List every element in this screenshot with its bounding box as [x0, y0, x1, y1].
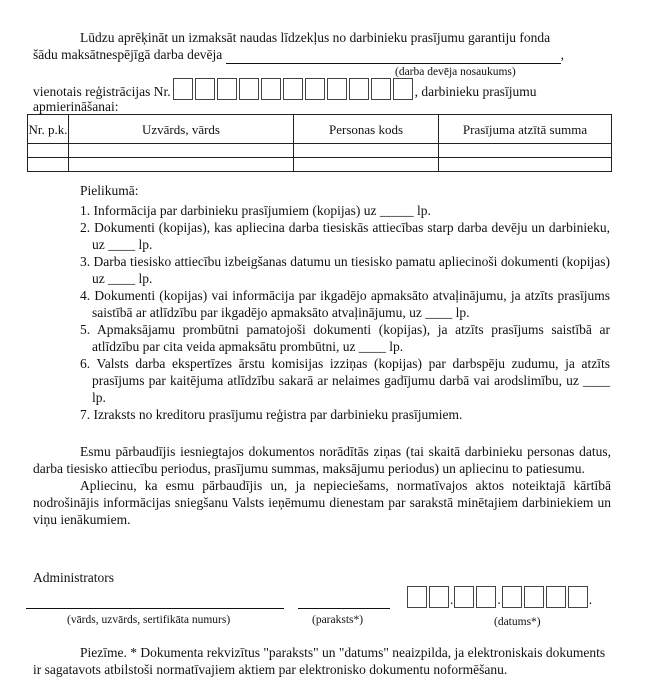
- attachment-text: 6. Valsts darba ekspertīzes ārstu komisijas izziņas (kopijas) par darbspēju zudumu, ja atzīts prasījums par kaitējuma atlīdzību sakarā ar nelaimes gadījumu darbā vai arodslimību, uz ____ lp.: [80, 356, 610, 405]
- date-digit-box[interactable]: [476, 586, 496, 608]
- table-cell[interactable]: [28, 158, 69, 172]
- date-digit-box[interactable]: [568, 586, 588, 608]
- intro-line-4: apmierināšanai:: [33, 99, 119, 114]
- table-row: [28, 158, 612, 172]
- employee-table: [27, 114, 612, 172]
- registration-number-boxes[interactable]: [173, 78, 415, 100]
- attachment-text: 3. Darba tiesisko attiecību izbeigšanas datumu un tiesisko pamatu apliecinoši dokumenti (kopijas) uz ____ lp.: [80, 254, 610, 286]
- table-cell[interactable]: [28, 144, 69, 158]
- attachment-text: 4. Dokumenti (kopijas) vai informācija par ikgadējo apmaksāto atvaļinājumu, ja atzīts prasījums saistībā ar atlīdzību par ikgadējo apmaksāto atvaļinājumu, uz ____ lp.: [80, 288, 610, 320]
- header-name: Uzvārds, vārds: [69, 115, 294, 144]
- registration-label: vienotais reģistrācijas Nr.: [33, 84, 171, 99]
- table-cell[interactable]: [69, 158, 294, 172]
- attachments-title: Pielikumā:: [80, 183, 139, 198]
- attachment-item: [80, 253, 610, 287]
- signature-field[interactable]: [298, 608, 390, 609]
- attachment-item: [80, 219, 610, 253]
- date-digit-box[interactable]: [502, 586, 522, 608]
- table-row: [28, 144, 612, 158]
- registration-digit-box[interactable]: [239, 78, 259, 100]
- attachment-item: [80, 321, 610, 355]
- table-cell[interactable]: [294, 144, 439, 158]
- table-cell[interactable]: [439, 144, 612, 158]
- employer-name-field[interactable]: [226, 47, 561, 64]
- table-cell[interactable]: [294, 158, 439, 172]
- statement-vid: Apliecinu, ka esmu pārbaudījis un, ja nepieciešams, normatīvajos aktos noteiktajā kārtībā nodrošinājis informācijas sniegšanu Valsts ieņēmumu dienestam par sarakstā minētajiem darbiniekiem un viņu ienākumiem.: [33, 478, 611, 527]
- statement-verified: Esmu pārbaudījis iesniegtajos dokumentos norādītās ziņas (tai skaitā darbinieku personas datus, darba tiesisko attiecību periodus, prasījumu summas, maksājumu periodus) un apliecinu to patiesumu.: [33, 444, 611, 476]
- note-line-2: ir sagatavots atbilstoši normatīvajiem aktiem par elektronisko dokumentu noformēšanu.: [33, 662, 508, 677]
- registration-line: [33, 78, 536, 100]
- registration-digit-box[interactable]: [261, 78, 281, 100]
- attachment-text: 2. Dokumenti (kopijas), kas apliecina darba tiesiskās attiecības starp darba devēju un darbinieku, uz ____ lp.: [80, 220, 610, 252]
- attachment-item: [80, 406, 610, 423]
- date-separator: .: [588, 592, 593, 607]
- intro-line-2: šādu maksātnespējīgā darba devēja ,: [33, 47, 565, 62]
- registration-digit-box[interactable]: [173, 78, 193, 100]
- attachment-text: 5. Apmaksājamu prombūtni pamatojoši dokumenti (kopijas), ja atzīts prasījums saistībā ar atlīdzību par cita veida apmaksātu prombūtni, uz ____ lp.: [80, 322, 610, 354]
- header-nr: Nr. p.k.: [28, 115, 69, 144]
- attachments-and-statements: [33, 202, 611, 528]
- attachment-text: 1. Informācija par darbinieku prasījumiem (kopijas) uz _____ lp.: [80, 203, 431, 218]
- table-cell[interactable]: [439, 158, 612, 172]
- date-digit-box[interactable]: [429, 586, 449, 608]
- attachment-item: [80, 355, 610, 406]
- name-field[interactable]: [26, 608, 284, 609]
- date-caption: (datums*): [494, 616, 541, 628]
- date-digit-box[interactable]: [407, 586, 427, 608]
- registration-digit-box[interactable]: [305, 78, 325, 100]
- date-digit-box[interactable]: [454, 586, 474, 608]
- note-line-1: Piezīme. * Dokumenta rekvizītus "paraksts" un "datums" neaizpilda, ja elektroniskais dokuments: [80, 645, 606, 660]
- attachment-item: [80, 202, 610, 219]
- registration-digit-box[interactable]: [371, 78, 391, 100]
- attachment-text: 7. Izraksts no kreditoru prasījumu reģistra par darbinieku prasījumiem.: [80, 407, 463, 422]
- intro-line-2-text: šādu maksātnespējīgā darba devēja: [33, 47, 223, 62]
- administrator-label: Administrators: [33, 570, 114, 585]
- registration-digit-box[interactable]: [327, 78, 347, 100]
- registration-digit-box[interactable]: [349, 78, 369, 100]
- table-header: [28, 115, 612, 144]
- date-digit-box[interactable]: [524, 586, 544, 608]
- date-digit-box[interactable]: [546, 586, 566, 608]
- date-boxes[interactable]: [407, 586, 593, 608]
- name-caption: (vārds, uzvārds, sertifikāta numurs): [67, 614, 231, 626]
- signature-caption: (paraksts*): [312, 614, 364, 626]
- registration-digit-box[interactable]: [217, 78, 237, 100]
- table-cell[interactable]: [69, 144, 294, 158]
- registration-suffix: , darbinieku prasījumu: [414, 84, 537, 99]
- date-separator: .: [497, 592, 501, 607]
- intro-line-1: Lūdzu aprēķināt un izmaksāt naudas līdzekļus no darbinieku prasījumu garantiju fonda: [80, 30, 551, 45]
- date-separator: .: [450, 592, 454, 607]
- attachment-item: [80, 287, 610, 321]
- registration-digit-box[interactable]: [195, 78, 215, 100]
- employer-caption: (darba devēja nosaukums): [395, 66, 516, 78]
- header-amount: Prasījuma atzītā summa: [439, 115, 612, 144]
- registration-digit-box[interactable]: [283, 78, 303, 100]
- header-personal-code: Personas kods: [294, 115, 439, 144]
- registration-digit-box[interactable]: [393, 78, 413, 100]
